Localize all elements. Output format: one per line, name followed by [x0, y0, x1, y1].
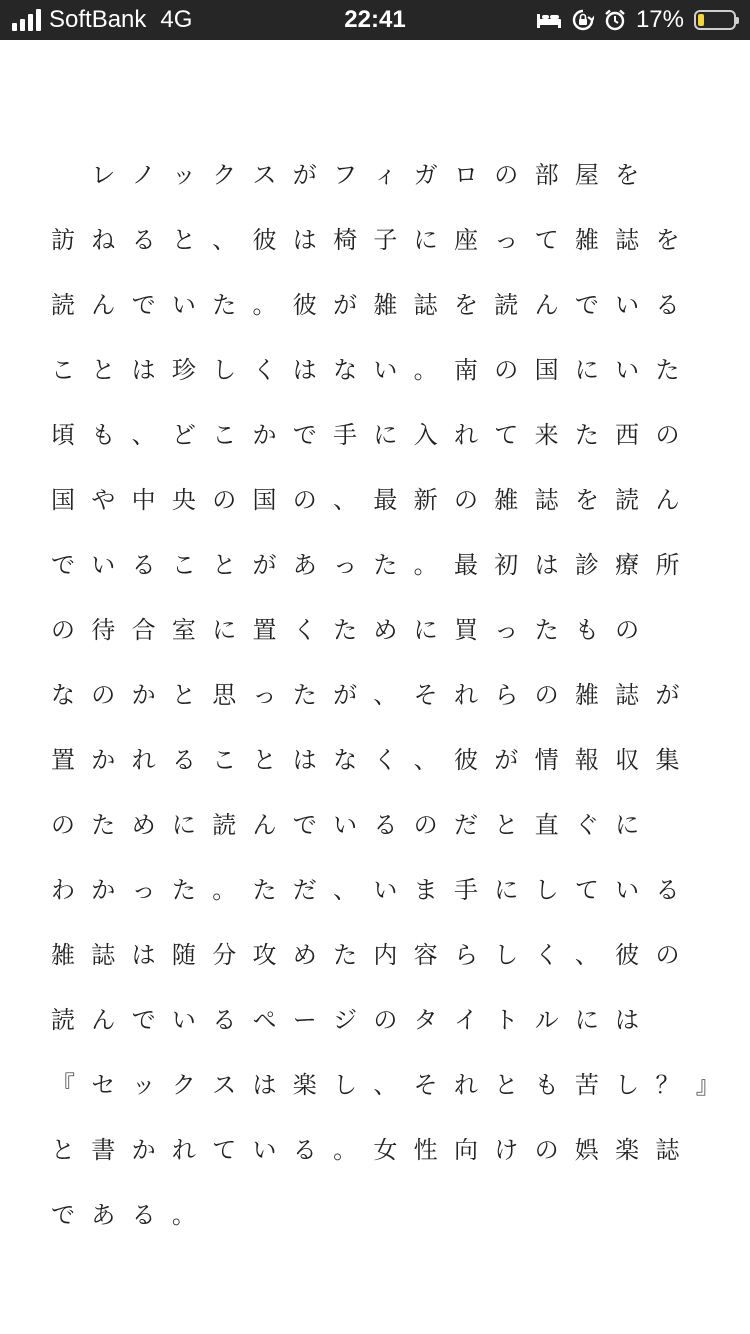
alarm-icon — [604, 9, 626, 31]
carrier-label: SoftBank — [49, 6, 147, 33]
text-line: こ と は 珍 し く は な い 。 南 の 国 に い た — [51, 356, 680, 384]
text-line: な の か と 思 っ た が 、 そ れ ら の 雑 誌 が — [51, 681, 680, 709]
text-line: 訪 ね る と 、 彼 は 椅 子 に 座 っ て 雑 誌 を — [51, 226, 680, 254]
text-line: の た め に 読 ん で い る の だ と 直 ぐ に — [51, 811, 640, 839]
text-line: で い る こ と が あ っ た 。 最 初 は 診 療 所 — [51, 551, 680, 579]
rotation-lock-icon — [572, 9, 594, 31]
signal-icon — [12, 9, 41, 31]
battery-percent: 17% — [635, 6, 684, 33]
text-line: 置 か れ る こ と は な く 、 彼 が 情 報 収 集 — [51, 746, 680, 774]
reader-text-body[interactable] — [51, 140, 720, 1245]
battery-fill — [698, 14, 704, 26]
clock: 22:41 — [344, 6, 406, 33]
text-line: の 待 合 室 に 置 く た め に 買 っ た も の — [51, 616, 640, 644]
text-line: レ ノ ッ ク ス が フ ィ ガ ロ の 部 屋 を — [91, 161, 640, 189]
text-line: 国 や 中 央 の 国 の 、 最 新 の 雑 誌 を 読 ん — [51, 486, 680, 514]
text-line: わ か っ た 。 た だ 、 い ま 手 に し て い る — [51, 876, 680, 904]
network-label: 4G — [160, 6, 193, 33]
status-bar-left — [12, 0, 192, 40]
status-bar — [0, 0, 750, 40]
text-line: 読 ん で い た 。 彼 が 雑 誌 を 読 ん で い る — [51, 291, 680, 319]
text-line: 読 ん で い る ペ ー ジ の タ イ ト ル に は — [51, 1006, 640, 1034]
text-line: 『 セ ッ ク ス は 楽 し 、 そ れ と も 苦 し ？ 』 — [51, 1071, 720, 1099]
text-line: 雑 誌 は 随 分 攻 め た 内 容 ら し く 、 彼 の — [51, 941, 680, 969]
text-line: と 書 か れ て い る 。 女 性 向 け の 娯 楽 誌 — [51, 1136, 680, 1164]
text-line: で あ る 。 — [51, 1201, 196, 1229]
bed-icon — [536, 11, 562, 29]
status-bar-right — [536, 0, 736, 40]
text-line: 頃 も 、 ど こ か で 手 に 入 れ て 来 た 西 の — [51, 421, 680, 449]
battery-icon — [694, 10, 736, 30]
